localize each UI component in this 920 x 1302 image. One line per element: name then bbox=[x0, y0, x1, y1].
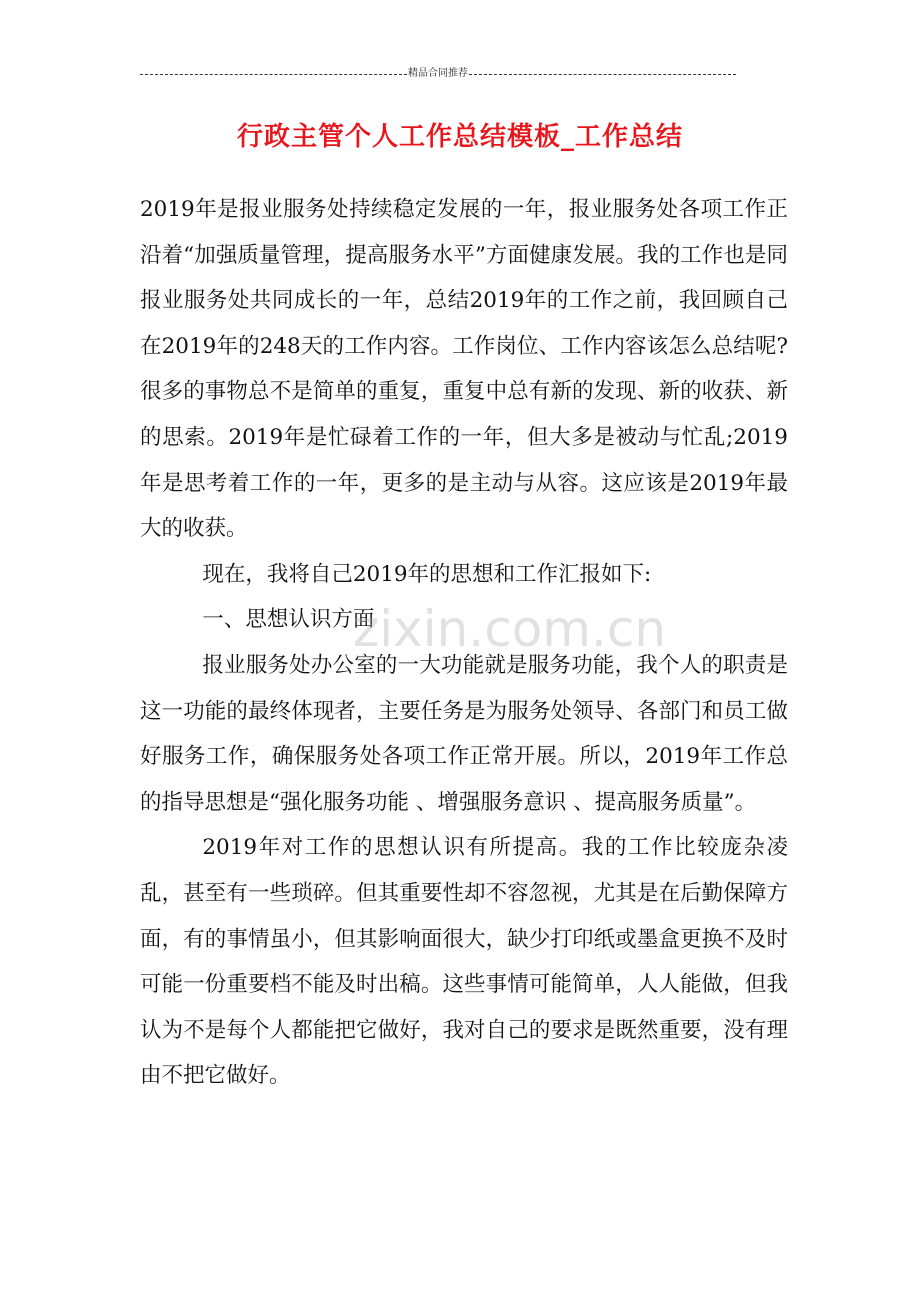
header-dash-right bbox=[469, 74, 736, 75]
document-title: 行政主管个人工作总结模板_工作总结 bbox=[236, 122, 683, 152]
paragraph-report-intro: 现在，我将自己2019年的思想和工作汇报如下: bbox=[202, 561, 652, 587]
paragraph-service-function: 报业服务处办公室的一大功能就是服务功能，我个人的职责是这一功能的最终体现者，主要任务是为服务处领导、各部门和员工做好服务工作，确保服务处各项工作正常开展。所以，2019年工作总的指导思想是“强化服务功能 、增强服务意识 、提高服务质量”。 bbox=[140, 652, 788, 815]
paragraph-intro: 2019年是报业服务处持续稳定发展的一年，报业服务处各项工作正沿着“加强质量管理，提高服务水平”方面健康发展。我的工作也是同报业服务处共同成长的一年，总结2019年的工作之前，我回顾自己在2019年的248天的工作内容。工作岗位、工作内容该怎么总结呢?很多的事物总不是简单的重复，重复中总有新的发现、新的收获、新的思索。2019年是忙碌着工作的一年，但大多是被动与忙乱;2019年是思考着工作的一年，更多的是主动与从容。这应该是2019年最大的收获。 bbox=[140, 197, 788, 542]
paragraph-thought-improvement: 2019年对工作的思想认识有所提高。我的工作比较庞杂凌乱，甚至有一些琐碎。但其重要性却不容忽视，尤其是在后勤保障方面，有的事情虽小，但其影响面很大，缺少打印纸或墨盒更换不及时可能一份重要档不能及时出稿。这些事情可能简单，人人能做，但我认为不是每个人都能把它做好，我对自己的要求是既然重要，没有理由不把它做好。 bbox=[140, 835, 788, 1089]
watermark: zixin.com.cn bbox=[353, 600, 667, 658]
header-dash-left bbox=[140, 74, 407, 75]
header-label: 精品合同推荐 bbox=[408, 68, 468, 79]
section-heading-thought: 一、思想认识方面 bbox=[202, 607, 375, 633]
page-header-rule bbox=[140, 66, 736, 82]
document-body bbox=[140, 187, 788, 1099]
